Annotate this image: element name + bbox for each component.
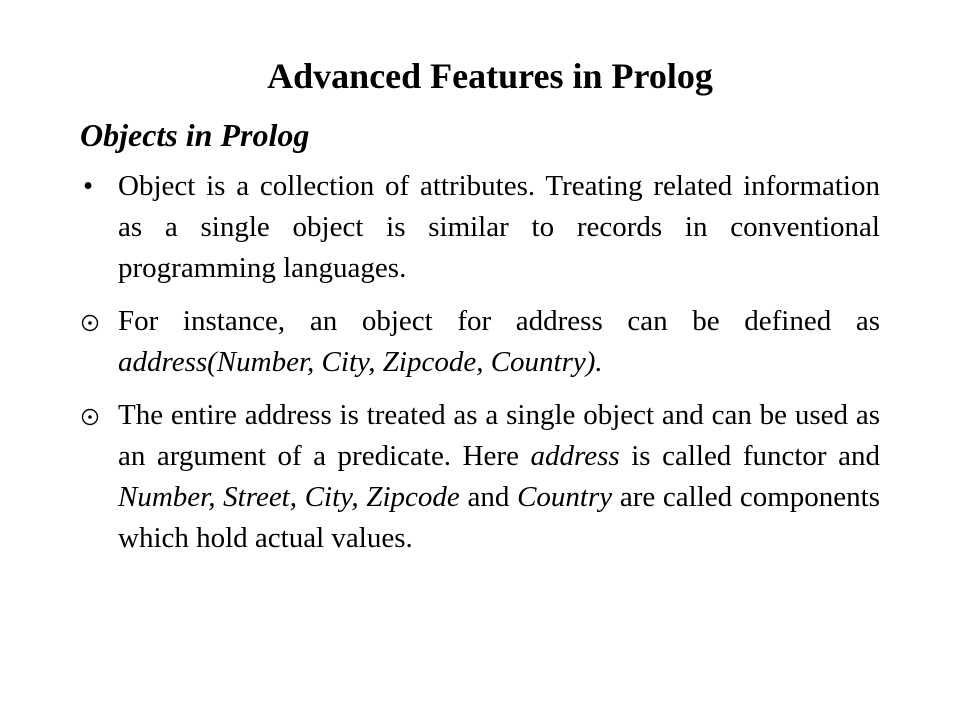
bullet-item-1 [80, 166, 880, 289]
bullet-item-2 [80, 301, 880, 383]
bullet-item-3 [80, 395, 880, 559]
bullet-2-text: For instance, an object for address can be defined as [118, 305, 880, 337]
bullet-3-seg1: The entire address is treated as a single object and can be used as an argument of a predicate. Here [118, 399, 880, 472]
bullet-3-seg3: is called functor and [619, 440, 881, 472]
bullet-3-seg4-italic: Number, Street, City, Zipcode [118, 481, 460, 513]
circled-dot-icon [80, 395, 110, 436]
bullet-3-seg7: are called components which hold actual values. [118, 481, 881, 554]
bullet-3-seg5: and [459, 481, 518, 513]
bullet-dot-icon: • [83, 170, 94, 202]
bullet-1-text: Object is a collection of attributes. Treating related information as a single object is similar to records in conventional programming languages. [118, 170, 880, 284]
bullet-3-seg2-italic: address [530, 440, 620, 472]
circled-dot-icon [80, 301, 110, 342]
slide-subtitle: Objects in Prolog [80, 117, 310, 153]
bullet-list [80, 166, 880, 559]
bullet-3-seg6-italic: Country [517, 481, 613, 513]
slide-title: Advanced Features in Prolog [267, 56, 713, 96]
bullet-2-italic-text: address(Number, City, Zipcode, Country). [118, 346, 603, 378]
